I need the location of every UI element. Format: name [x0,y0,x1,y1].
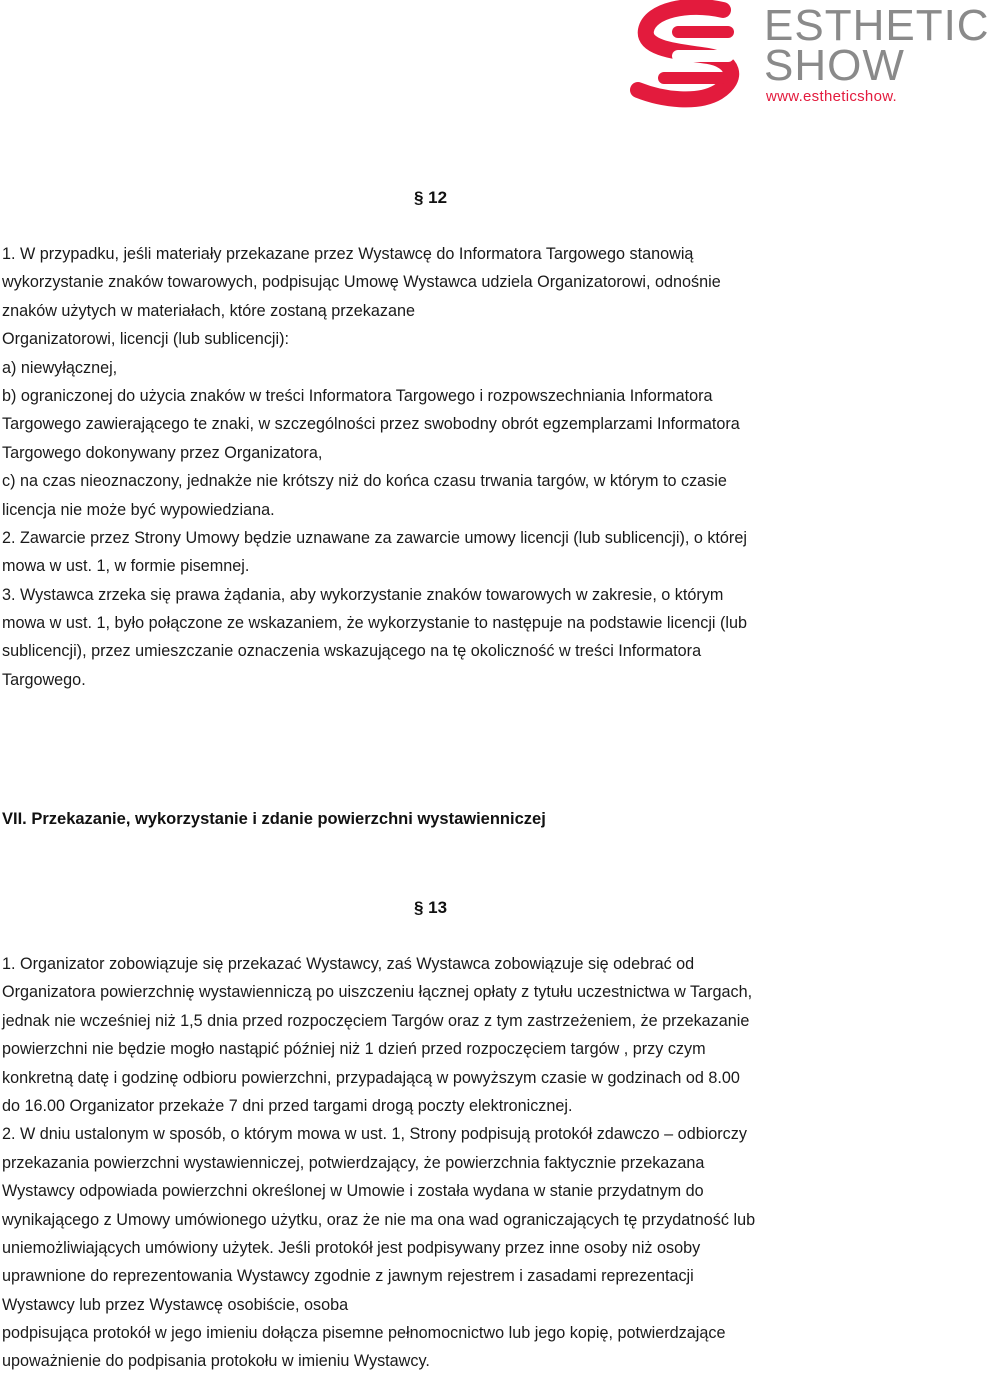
paragraph-line: Wystawcy lub przez Wystawcę osobiście, osoba [2,1295,349,1314]
paragraph-line: Organizatora powierzchnię wystawienniczą po uiszczeniu łącznej opłaty z tytułu uczestnictwa w Targach, [2,983,753,1002]
paragraph-line: Wystawcy odpowiada powierzchni określonej w Umowie i została wydana w stanie przydatnym do [2,1182,704,1201]
paragraph-line: uniemożliwiających umówiony użytek. Jeśli protokół jest podpisywany przez inne osoby niż osoby [2,1238,701,1257]
paragraph-line: Targowego zawierającego te znaki, w szczególności przez swobodny obrót egzemplarzami Informatora [2,415,740,434]
paragraph-line: mowa w ust. 1, było połączone ze wskazaniem, że wykorzystanie to następuje na podstawie licencji (lub [2,614,747,633]
paragraph-line: znaków użytych w materiałach, które zostaną przekazane [2,301,415,320]
paragraph-line: podpisująca protokół w jego imieniu dołącza pisemne pełnomocnictwo lub jego kopię, potwierdzające [2,1324,726,1343]
paragraph-line: wynikającego z Umowy umówionego użytku, oraz że nie ma ona wad ograniczających tę przydatność lub [2,1210,756,1229]
section-12-mark: § 12 [414,188,448,207]
esthetic-show-logo [628,0,990,112]
section-13-mark: § 13 [414,898,448,917]
paragraph-line: powierzchni nie będzie mogło nastąpić później niż 1 dzień przed rozpoczęciem targów , przy czym [2,1040,706,1059]
paragraph-line: wykorzystanie znaków towarowych, podpisując Umowę Wystawca udziela Organizatorowi, odnośnie [2,273,721,292]
paragraph-line: Targowego. [2,670,86,689]
chapter-heading: VII. Przekazanie, wykorzystanie i zdanie powierzchni wystawienniczej [2,810,546,828]
paragraph-line: 2. Zawarcie przez Strony Umowy będzie uznawane za zawarcie umowy licencji (lub sublicencji), o której [2,528,747,547]
paragraph-line: Targowego dokonywany przez Organizatora, [2,443,323,462]
paragraph-line: uprawnione do reprezentowania Wystawcy zgodnie z jawnym rejestrem i zasadami reprezentacji [2,1267,694,1286]
paragraph-line: upoważnienie do podpisania protokołu w imieniu Wystawcy. [2,1352,430,1371]
paragraph-line: 3. Wystawca zrzeka się prawa żądania, aby wykorzystanie znaków towarowych w zakresie, o którym [2,585,724,604]
paragraph-line: konkretną datę i godzinę odbioru powierzchni, przypadającą w powyższym czasie w godzinach od 8.00 [2,1068,740,1087]
paragraph-line: 1. Organizator zobowiązuje się przekazać Wystawcy, zaś Wystawca zobowiązuje się odebrać od [2,955,695,973]
logo-mark-icon [628,0,758,112]
logo-url: www.estheticshow. [766,88,897,105]
paragraph-line: c) na czas nieoznaczony, jednakże nie krótszy niż do końca czasu trwania targów, w którym to czasie [2,472,727,491]
logo-word-show: SHOW [764,41,905,90]
logo-word-esthetic: ESTHETIC [764,1,990,50]
paragraph-line: Organizatorowi, licencji (lub sublicencji): [2,330,289,349]
paragraph-line: a) niewyłącznej, [2,358,118,377]
paragraph-line: mowa w ust. 1, w formie pisemnej. [2,557,250,576]
paragraph-line: jednak nie wcześniej niż 1,5 dnia przed rozpoczęciem Targów oraz z tym zastrzeżeniem, że przekazanie [2,1011,750,1030]
paragraph-line: licencja nie może być wypowiedziana. [2,500,275,519]
section-13-body [2,950,957,1376]
paragraph-line: sublicencji), przez umieszczanie oznaczenia wskazującego na tę okoliczność w treści Informatora [2,642,702,661]
paragraph-line: przekazania powierzchni wystawienniczej, potwierdzający, że powierzchnia faktycznie przekazana [2,1153,705,1172]
section-12-body [2,240,957,694]
paragraph-line: 2. W dniu ustalonym w sposób, o którym mowa w ust. 1, Strony podpisują protokół zdawczo – odbiorczy [2,1125,747,1144]
paragraph-line: b) ograniczonej do użycia znaków w treści Informatora Targowego i rozpowszechniania Informatora [2,386,713,405]
paragraph-line: 1. W przypadku, jeśli materiały przekazane przez Wystawcę do Informatora Targowego stanowią [2,245,694,263]
paragraph-line: do 16.00 Organizator przekaże 7 dni przed targami drogą poczty elektronicznej. [2,1096,573,1115]
